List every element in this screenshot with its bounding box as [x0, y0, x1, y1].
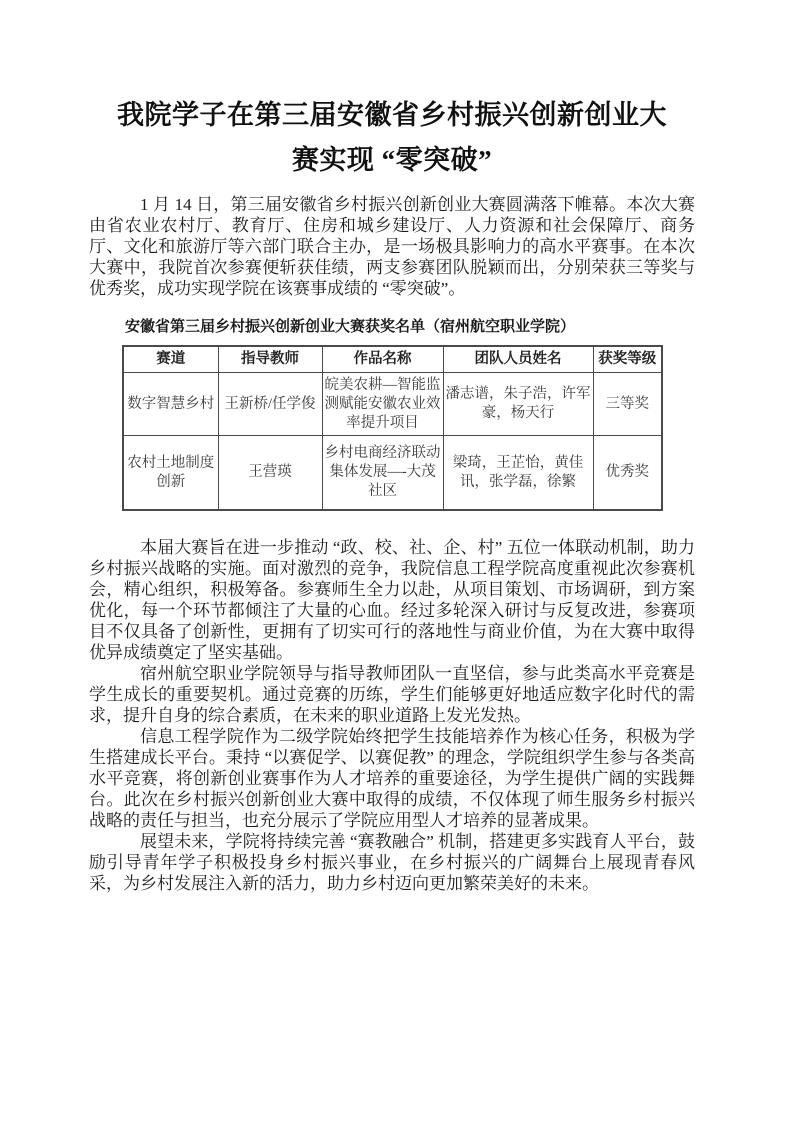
- paragraph-body: 信息工程学院作为二级学院始终把学生技能培养作为核心任务，积极为学生搭建成长平台。秉持 “以赛促学、以赛促教” 的理念，学院组织学生参与各类高水平竞赛，将创新创业赛事作为人才培养的重要途径，为学生提供广阔的实践舞台。此次在乡村振兴创新创业大赛中取得的成绩，不仅体现了师生服务乡村振兴战略的责任与担当，也充分展示了学院应用型人才培养的显著成果。: [89, 727, 695, 830]
- header-cell-members: 团队人员姓名: [443, 346, 593, 373]
- paragraph-body: 展望未来，学院将持续完善 “赛教融合” 机制，搭建更多实践育人平台，鼓励引导青年学子积极投身乡村振兴事业，在乡村振兴的广阔舞台上展现青春风采，为乡村发展注入新的活力，助力乡村迈向更加繁荣美好的未来。: [89, 832, 695, 893]
- cell-award: 优秀奖: [593, 436, 662, 511]
- document-content: [89, 0, 695, 894]
- cell-track: 数字智慧乡村: [123, 373, 218, 436]
- table-row: [123, 436, 662, 511]
- cell-members: 潘志谱，朱子浩，许军豪，杨天行: [443, 373, 593, 436]
- table-row: [123, 373, 662, 436]
- cell-teachers: 王营瑛: [218, 436, 322, 511]
- article-title-line-2: 赛实现 “零突破”: [291, 145, 493, 175]
- table-caption: 安徽省第三届乡村振兴创新创业大赛获奖名单（宿州航空职业学院）: [125, 318, 576, 335]
- header-cell-work: 作品名称: [322, 346, 443, 373]
- cell-award: 三等奖: [593, 373, 662, 436]
- paragraph-body: 宿州航空职业学院领导与指导教师团队一直坚信，参与此类高水平竞赛是学生成长的重要契机。通过竞赛的历练，学生们能够更好地适应数字化时代的需求，提升自身的综合素质，在未来的职业道路上发光发热。: [89, 664, 695, 725]
- article-title-line-1: 我院学子在第三届安徽省乡村振兴创新创业大: [117, 100, 667, 130]
- cell-teachers: 王新桥/任学俊: [218, 373, 322, 436]
- cell-track: 农村土地制度创新: [123, 436, 218, 511]
- table-header-row: [123, 346, 662, 373]
- header-cell-track: 赛道: [123, 346, 218, 373]
- cell-work: 皖美农耕—智能监测赋能安徽农业效率提升项目: [322, 373, 443, 436]
- paragraph-intro: 1 月 14 日，第三届安徽省乡村振兴创新创业大赛圆满落下帷幕。本次大赛由省农业农村厅、教育厅、住房和城乡建设厅、人力资源和社会保障厅、商务厅、文化和旅游厅等六部门联合主办，是一场极具影响力的高水平赛事。在本次大赛中，我院首次参赛便斩获佳绩，两支参赛团队脱颖而出，分别荣获三等奖与优秀奖，成功实现学院在该赛事成绩的 “零突破”。: [89, 195, 695, 298]
- header-cell-award: 获奖等级: [593, 346, 662, 373]
- cell-work: 乡村电商经济联动集体发展—-大茂社区: [322, 436, 443, 511]
- header-cell-teachers: 指导教师: [218, 346, 322, 373]
- article-title: [89, 93, 695, 183]
- cell-members: 梁琦，王芷怡，黄佳讯，张学磊，徐繁: [443, 436, 593, 511]
- awards-table: [122, 345, 663, 511]
- paragraph-body: 本届大赛旨在进一步推动 “政、校、社、企、村” 五位一体联动机制，助力乡村振兴战略的实施。面对激烈的竞争，我院信息工程学院高度重视此次参赛机会，精心组织，积极筹备。参赛师生全力以赴，从项目策划、市场调研，到方案优化，每一个环节都倾注了大量的心血。经过多轮深入研讨与反复改进，参赛项目不仅具备了创新性，更拥有了切实可行的落地性与商业价值，为在大赛中取得优异成绩奠定了坚实基础。: [89, 538, 695, 662]
